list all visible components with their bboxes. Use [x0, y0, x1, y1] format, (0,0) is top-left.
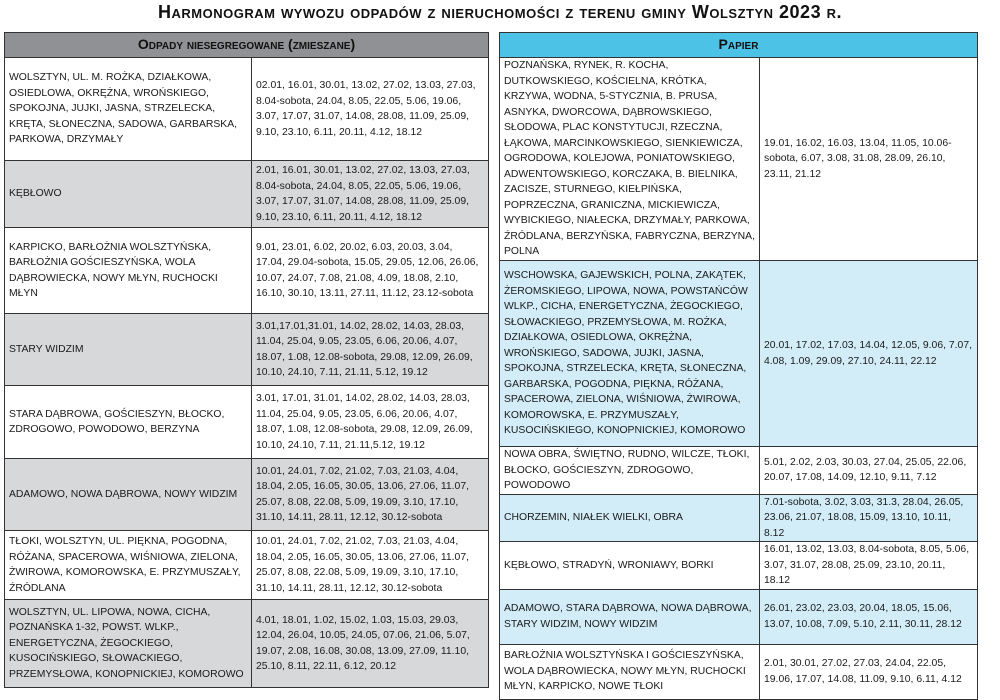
area-cell: WOLSZTYN, UL. LIPOWA, NOWA, CICHA, POZNAŃSKA 1-32, POWST. WLKP., ENERGETYCZNA, ŻEGOCKIEGO, KUSOCIŃSKIEGO, SŁOWACKIEGO, PRZEMYSŁOWA, KONOPNICKIEJ, KOMOROWO — [5, 600, 252, 688]
paper-header: Papier — [500, 33, 978, 58]
area-cell: KĘBŁOWO, STRADYŃ, WRONIAWY, BORKI — [500, 542, 760, 590]
dates-cell: 16.01, 13.02, 13.03, 8.04-sobota, 8.05, 5.06, 3.07, 31.07, 28.08, 25.09, 23.10, 20.11, 18.12 — [760, 542, 978, 590]
area-cell: KĘBŁOWO — [5, 161, 252, 228]
dates-cell: 4.01, 18.01, 1.02, 15.02, 1.03, 15.03, 29.03, 12.04, 26.04, 10.05, 24.05, 07.06, 21.06, 5.07, 19.07, 2.08, 16.08, 30.08, 13.09, 27.09, 11.10, 25.10, 8.11, 22.11, 6.12, 20.12 — [252, 600, 489, 688]
dates-cell: 19.01, 16.02, 16.03, 13.04, 11.05, 10.06-sobota, 6.07, 3.08, 31.08, 28.09, 26.10, 23.11, 21.12 — [760, 58, 978, 261]
dates-cell: 5.01, 2.02, 2.03, 30.03, 27.04, 25.05, 22.06, 20.07, 17.08, 14.09, 12.10, 9.11, 7.12 — [760, 447, 978, 495]
dates-cell: 3.01, 17.01, 31.01, 14.02, 28.02, 14.03, 28.03, 11.04, 25.04, 9.05, 23.05, 6.06, 20.06, 4.07, 18.07, 1.08, 12.08-sobota, 29.08, 12.09, 26.09, 10.10, 24.10, 7.11, 21.11,5.12, 19.12 — [252, 386, 489, 459]
page-title: Harmonogram wywozu odpadów z nieruchomości z terenu gminy Wolsztyn 2023 r. — [158, 2, 842, 22]
dates-cell: 26.01, 23.02, 23.03, 20.04, 18.05, 15.06, 13.07, 10.08, 7.09, 5.10, 2.11, 30.11, 28.12 — [760, 589, 978, 644]
area-cell: STARA DĄBROWA, GOŚCIESZYN, BŁOCKO, ZDROGOWO, POWODOWO, BERZYNA — [5, 386, 252, 459]
area-cell: WOLSZTYN, UL. M. ROŻKA, DZIAŁKOWA, OSIEDLOWA, OKRĘŻNA, WROŃSKIEGO, SPOKOJNA, JUJKI, JASNA, STRZELECKA, KRĘTA, SŁONECZNA, SADOWA, GARBARSKA, PARKOWA, DRZYMAŁY — [5, 58, 252, 161]
area-cell: KARPICKO, BARŁOŻNIA WOLSZTYŃSKA, BARŁOŻNIA GOŚCIESZYŃSKA, WOLA DĄBROWIECKA, NOWY MŁYN, RUCHOCKI MŁYN — [5, 228, 252, 314]
dates-cell: 7.01-sobota, 3.02, 3.03, 31.3, 28.04, 26.05, 23.06, 21.07, 18.08, 15.09, 13.10, 10.11, 8.12 — [760, 494, 978, 542]
dates-cell: 20.01, 17.02, 17.03, 14.04, 12.05, 9.06, 7.07, 4.08, 1.09, 29.09, 27.10, 24.11, 22.12 — [760, 261, 978, 447]
mixed-waste-header: Odpady niesegregowane (zmieszane) — [5, 33, 489, 58]
area-cell: TŁOKI, WOLSZTYN, UL. PIĘKNA, POGODNA, RÓŻANA, SPACEROWA, WIŚNIOWA, ZIELONA, ŻWIROWA, KOMOROWSKA, E. PRZYMUSZAŁY, ŹRÓDLANA — [5, 531, 252, 600]
area-cell: POZNAŃSKA, RYNEK, R. KOCHA, DUTKOWSKIEGO, KOŚCIELNA, KRÓTKA, KRZYWA, WODNA, 5-STYCZNIA, B. PRUSA, ASNYKA, DWORCOWA, DĄBROWSKIEGO, SŁODOWA, PLAC KONSTYTUCJI, RZECZNA, ŁĄKOWA, MARCINKOWSKIEGO, SIENKIEWICZA, OGRODOWA, KOLEJOWA, PONIATOWSKIEGO, ADWENTOWSKIEGO, KORCZAKA, B. BIELNIKA, ZACISZE, STURNEGO, KIEŁPIŃSKA, POPRZECZNA, GRANICZNA, MICKIEWICZA, WYBICKIEGO, NIAŁECKA, DRZYMAŁY, PARKOWA, ŹRÓDLANA, BERZYŃSKA, FABRYCZNA, BERZYNA, POLNA — [500, 58, 760, 261]
dates-cell: 10.01, 24.01, 7.02, 21.02, 7.03, 21.03, 4.04, 18.04, 2.05, 16.05, 30.05, 13.06, 27.06, 11.07, 25.07, 8.08, 22.08, 5.09, 19.09, 3.10, 17.10, 31.10, 14.11, 28.11, 12.12, 30.12-sobota — [252, 459, 489, 531]
dates-cell: 02.01, 16.01, 30.01, 13.02, 27.02, 13.03, 27.03, 8.04-sobota, 24.04, 8.05, 22.05, 5.06, 19.06, 3.07, 17.07, 31.07, 14.08, 28.08, 11.09, 25.09, 9.10, 23.10, 6.11, 20.11, 4.12, 18.12 — [252, 58, 489, 161]
paper-table — [499, 32, 978, 700]
dates-cell: 10.01, 24.01, 7.02, 21.02, 7.03, 21.03, 4.04, 18.04, 2.05, 16.05, 30.05, 13.06, 27.06, 11.07, 25.07, 8.08, 22.08, 5.09, 19.09, 3.10, 17.10, 31.10, 14.11, 28.11, 12.12, 30.12-sobota — [252, 531, 489, 600]
area-cell: ADAMOWO, NOWA DĄBROWA, NOWY WIDZIM — [5, 459, 252, 531]
dates-cell: 2.01, 30.01, 27.02, 27.03, 24.04, 22.05, 19.06, 17.07, 14.08, 11.09, 9.10, 6.11, 4.12 — [760, 644, 978, 699]
area-cell: STARY WIDZIM — [5, 314, 252, 386]
area-cell: BARŁOŻNIA WOLSZTYŃSKA I GOŚCIESZYŃSKA, WOLA DĄBROWIECKA, NOWY MŁYN, RUCHOCKI MŁYN, KARPICKO, NOWE TŁOKI — [500, 644, 760, 699]
dates-cell: 9.01, 23.01, 6.02, 20.02, 6.03, 20.03, 3.04, 17.04, 29.04-sobota, 15.05, 29.05, 12.06, 26.06, 10.07, 24.07, 7.08, 21.08, 4.09, 18.08, 2.10, 16.10, 30.10, 13.11, 27.11, 11.12, 23.12-sobota — [252, 228, 489, 314]
area-cell: CHORZEMIN, NIAŁEK WIELKI, OBRA — [500, 494, 760, 542]
dates-cell: 3.01,17.01,31.01, 14.02, 28.02, 14.03, 28.03, 11.04, 25.04, 9.05, 23.05, 6.06, 20.06, 4.07, 18.07, 1.08, 12.08-sobota, 29.08, 12.09, 26.09, 10.10, 24.10, 7.11, 21.11, 5.12, 19.12 — [252, 314, 489, 386]
area-cell: WSCHOWSKA, GAJEWSKICH, POLNA, ZAKĄTEK, ŻEROMSKIEGO, LIPOWA, NOWA, POWSTAŃCÓW WLKP., CICHA, ENERGETYCZNA, ŻEGOCKIEGO, SŁOWACKIEGO, PRZEMYSŁOWA, M. ROŻKA, DZIAŁKOWA, OSIEDLOWA, OKRĘŻNA, WROŃSKIEGO, SADOWA, JUJKI, JASNA, SPOKOJNA, STRZELECKA, KRĘTA, SŁONECZNA, GARBARSKA, POGODNA, PIĘKNA, RÓŻANA, SPACEROWA, ZIELONA, WIŚNIOWA, ŻWIROWA, KOMOROWSKA, E. PRZYMUSZAŁY, KUSOCIŃSKIEGO, KONOPNICKIEJ, KOMOROWO — [500, 261, 760, 447]
dates-cell: 2.01, 16.01, 30.01, 13.02, 27.02, 13.03, 27.03, 8.04-sobota, 24.04, 8.05, 22.05, 5.06, 19.06, 3.07, 17.07, 31.07, 14.08, 28.08, 11.09, 25.09, 9.10, 23.10, 6.11, 20.11, 4.12, 18.12 — [252, 161, 489, 228]
mixed-waste-table — [4, 32, 489, 688]
area-cell: NOWA OBRA, ŚWIĘTNO, RUDNO, WILCZE, TŁOKI, BŁOCKO, GOŚCIESZYN, ZDROGOWO, POWODOWO — [500, 447, 760, 495]
area-cell: ADAMOWO, STARA DĄBROWA, NOWA DĄBROWA, STARY WIDZIM, NOWY WIDZIM — [500, 589, 760, 644]
